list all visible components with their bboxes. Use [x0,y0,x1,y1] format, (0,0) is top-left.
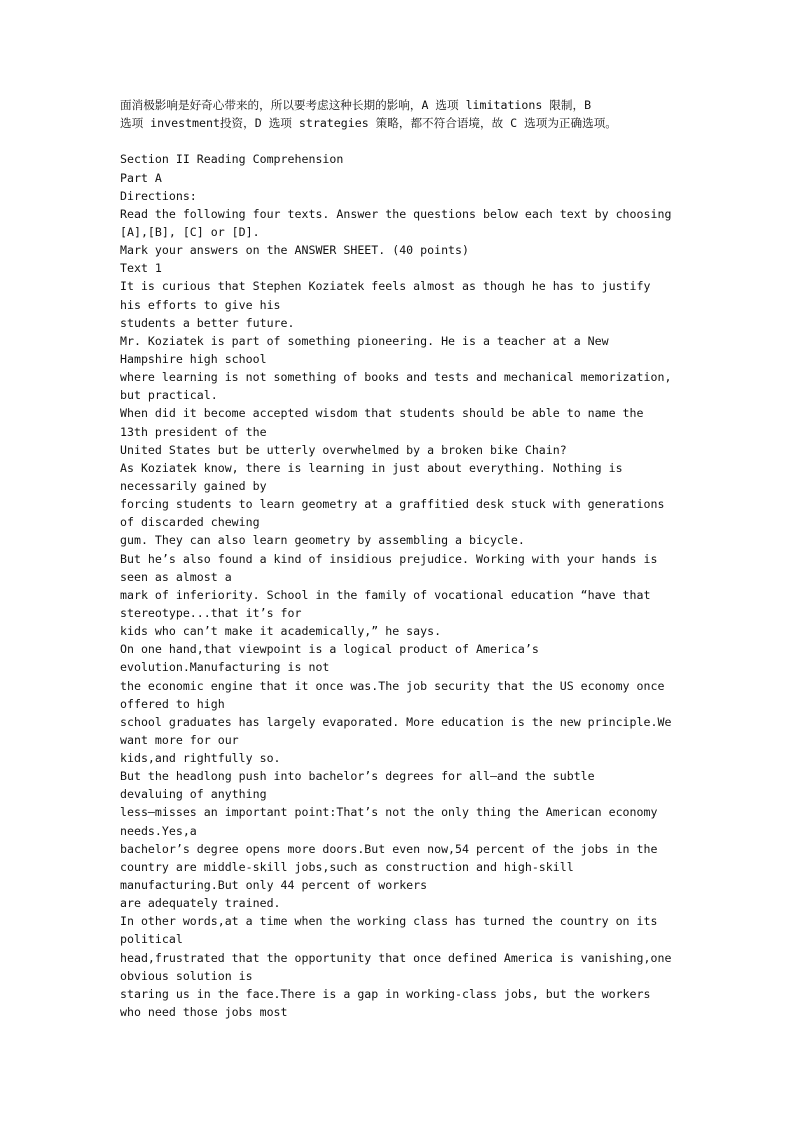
text-line: mark of inferiority. School in the family of vocational education “have that [120,587,651,602]
text-line: On one hand,that viewpoint is a logical product of America’s [120,642,539,657]
text-line: country are middle-skill jobs,such as construction and high-skill [120,859,574,874]
text-line: gum. They can also learn geometry by assembling a bicycle. [120,533,525,548]
text-line: of discarded chewing [120,515,260,530]
text-line: But the headlong push into bachelor’s degrees for all—and the subtle [120,769,595,784]
text-line: stereotype...that it’s for [120,605,302,620]
text-line: the economic engine that it once was.The job security that the US economy once [120,678,665,693]
text-line: It is curious that Stephen Koziatek feels almost as though he has to justify [120,279,651,294]
text-line: where learning is not something of books and tests and mechanical memorization, [120,370,672,385]
text-line: manufacturing.But only 44 percent of workers [120,878,428,893]
text-line: Mr. Koziatek is part of something pioneering. He is a teacher at a New [120,333,609,348]
text-line: who need those jobs most [120,1005,288,1020]
text-line: 选项 investment投资，D 选项 strategies 策略，都不符合语境，故 C 选项为正确选项。 [120,116,617,131]
text-line: political [120,932,183,947]
text-line: but practical. [120,388,218,403]
text-line: forcing students to learn geometry at a graffitied desk stuck with generations [120,497,665,512]
text-line: students a better future. [120,315,295,330]
text-line: But he’s also found a kind of insidious prejudice. Working with your hands is [120,551,658,566]
text-line: Section II Reading Comprehension [120,152,344,167]
text-line: obvious solution is [120,968,253,983]
text-line: needs.Yes,a [120,823,197,838]
text-line: Mark your answers on the ANSWER SHEET. (40 points) [120,243,470,258]
text-line: Read the following four texts. Answer the questions below each text by choosing [120,206,672,221]
text-line: [A],[B], [C] or [D]. [120,224,260,239]
text-line: 13th president of the [120,424,267,439]
text-line: want more for our [120,732,239,747]
text-line: Hampshire high school [120,351,267,366]
text-line: evolution.Manufacturing is not [120,660,330,675]
text-line: In other words,at a time when the working class has turned the country on its [120,914,658,929]
text-line: devaluing of anything [120,787,267,802]
text-line: When did it become accepted wisdom that students should be able to name the [120,406,644,421]
text-line: staring us in the face.There is a gap in working-class jobs, but the workers [120,986,651,1001]
text-line: Text 1 [120,261,162,276]
text-line: As Koziatek know, there is learning in just about everything. Nothing is [120,460,623,475]
document-body [120,96,720,1021]
blank-line [120,132,720,150]
text-line: Part A [120,170,162,185]
text-line: 面消极影响是好奇心带来的，所以要考虑这种长期的影响，A 选项 limitations 限制，B [120,98,592,112]
text-line: bachelor’s degree opens more doors.But even now,54 percent of the jobs in the [120,841,658,856]
text-line: are adequately trained. [120,896,281,911]
text-line: less—misses an important point:That’s not the only thing the American economy [120,805,658,820]
text-line: offered to high [120,696,225,711]
text-line: kids,and rightfully so. [120,751,281,766]
text-line: United States but be utterly overwhelmed by a broken bike Chain? [120,442,567,457]
text-line: school graduates has largely evaporated. More education is the new principle.We [120,714,672,729]
text-line: kids who can’t make it academically,” he says. [120,624,442,639]
text-line: seen as almost a [120,569,232,584]
text-line: necessarily gained by [120,478,267,493]
text-line: Directions: [120,188,197,203]
text-line: his efforts to give his [120,297,281,312]
text-line: head,frustrated that the opportunity that once defined America is vanishing,one [120,950,672,965]
document-page [120,96,720,1021]
